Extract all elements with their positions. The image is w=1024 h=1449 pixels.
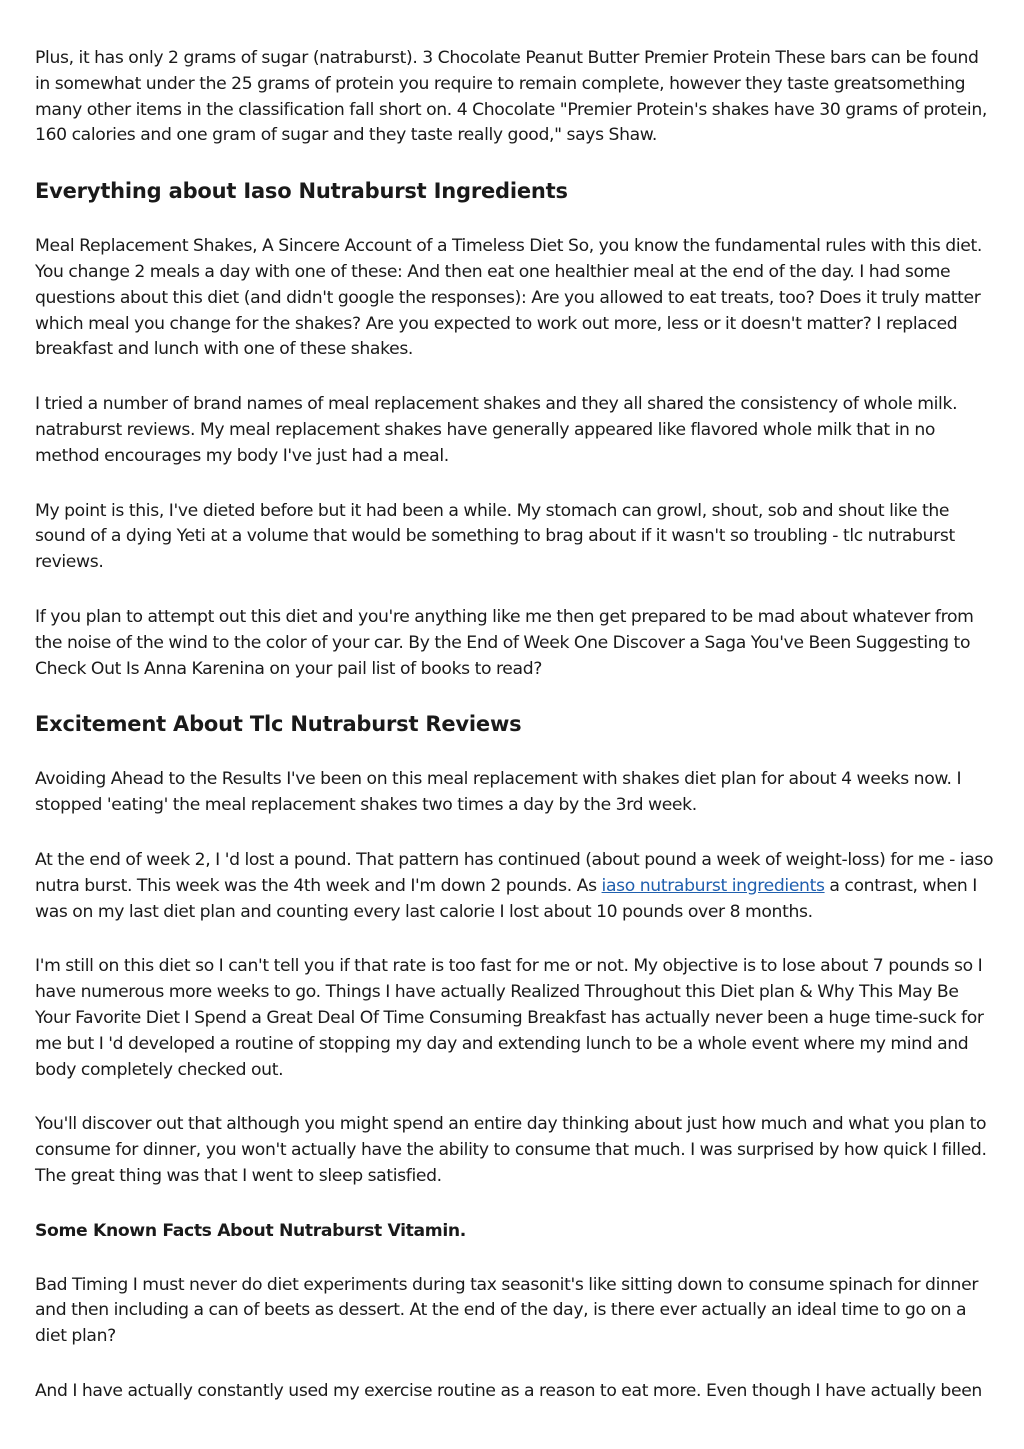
paragraph-brand-names: I tried a number of brand names of meal replacement shakes and they all shared the consistency of whole milk. natraburst reviews. My meal replacement shakes have generally appeared like flavored whole milk that in no method encourages my body I've just had a meal. [35,394,958,466]
paragraph-meal-replacement: Meal Replacement Shakes, A Sincere Account of a Timeless Diet So, you know the fundamental rules with this diet. You change 2 meals a day with one of these: And then eat one healthier meal at the end of the day. I had some questions about this diet (and didn't google the responses): Are you allowed to eat treats, too? Does it truly matter which meal you change for the shakes? Are you expected to work out more, less or it doesn't matter? I replaced breakfast and lunch with one of these shakes. [35,236,983,360]
paragraph-exercise-routine: And I have actually constantly used my exercise routine as a reason to eat more. Even though I have actually been [35,1380,982,1401]
article-body [35,46,995,1405]
heading-iaso-ingredients: Everything about Iaso Nutraburst Ingredients [35,179,568,204]
paragraph-attempt-diet: If you plan to attempt out this diet and you're anything like me then get prepared to be mad about whatever from the noise of the wind to the color of your car. By the End of Week One Discover a Saga You've Been Suggesting to Check Out Is Anna Karenina on your pail list of books to read? [35,606,974,679]
paragraph-dieted-before: My point is this, I've dieted before but it had been a while. My stomach can growl, shout, sob and shout like the sound of a dying Yeti at a volume that would be something to brag about if it wasn't so troubling - tlc nutraburst reviews. [35,500,955,573]
paragraph-results: Avoiding Ahead to the Results I've been on this meal replacement with shakes diet plan for about 4 weeks now. I stopped 'eating' the meal replacement shakes two times a day by the 3rd week. [35,769,962,816]
paragraph-protein-bars: Plus, it has only 2 grams of sugar (natraburst). 3 Chocolate Peanut Butter Premier Protein These bars can be found in somewhat under the 25 grams of protein you require to remain complete, however they taste greatsomething many other items in the classification fall short on. 4 Chocolate "Premier Protein's shakes have 30 grams of protein, 160 calories and one gram of sugar and they taste really good," says Shaw. [35,48,988,146]
heading-tlc-reviews: Excitement About Tlc Nutraburst Reviews [35,712,522,737]
paragraph-dinner-thinking: You'll discover out that although you might spend an entire day thinking about just how much and what you plan to consume for dinner, you won't actually have the ability to consume that much. I was surprised by how quick I filled. The great thing was that I went to sleep satisfied. [35,1114,987,1186]
paragraph-still-on-diet: I'm still on this diet so I can't tell you if that rate is too fast for me or not. My objective is to lose about 7 pounds so I have numerous more weeks to go. Things I have actually Realized Throughout this Diet plan & Why This May Be Your Favorite Diet I Spend a Great Deal Of Time Consuming Breakfast has actually never been a huge time-suck for me but I 'd developed a routine of stopping my day and extending lunch to be a whole event where my mind and body completely checked out. [35,956,984,1080]
paragraph-week-two [35,848,995,925]
paragraph-week-two-text-start: At the end of week 2, I 'd lost a pound. That pattern has continued (about pound a week of weight-loss) for me - iaso nutra burst. This week was the 4th week and I'm down 2 pounds. As [35,849,994,896]
heading-known-facts: Some Known Facts About Nutraburst Vitamin. [35,1220,466,1241]
iaso-ingredients-link[interactable]: iaso nutraburst ingredients [601,875,825,896]
paragraph-bad-timing: Bad Timing I must never do diet experiments during tax seasonit's like sitting down to consume spinach for dinner and then including a can of beets as dessert. At the end of the day, is there ever actually an ideal time to go on a diet plan? [35,1274,979,1347]
paragraph-week-two-text-end: a contrast, when I was on my last diet plan and counting every last calorie I lost about 10 pounds over 8 months. [35,875,977,922]
